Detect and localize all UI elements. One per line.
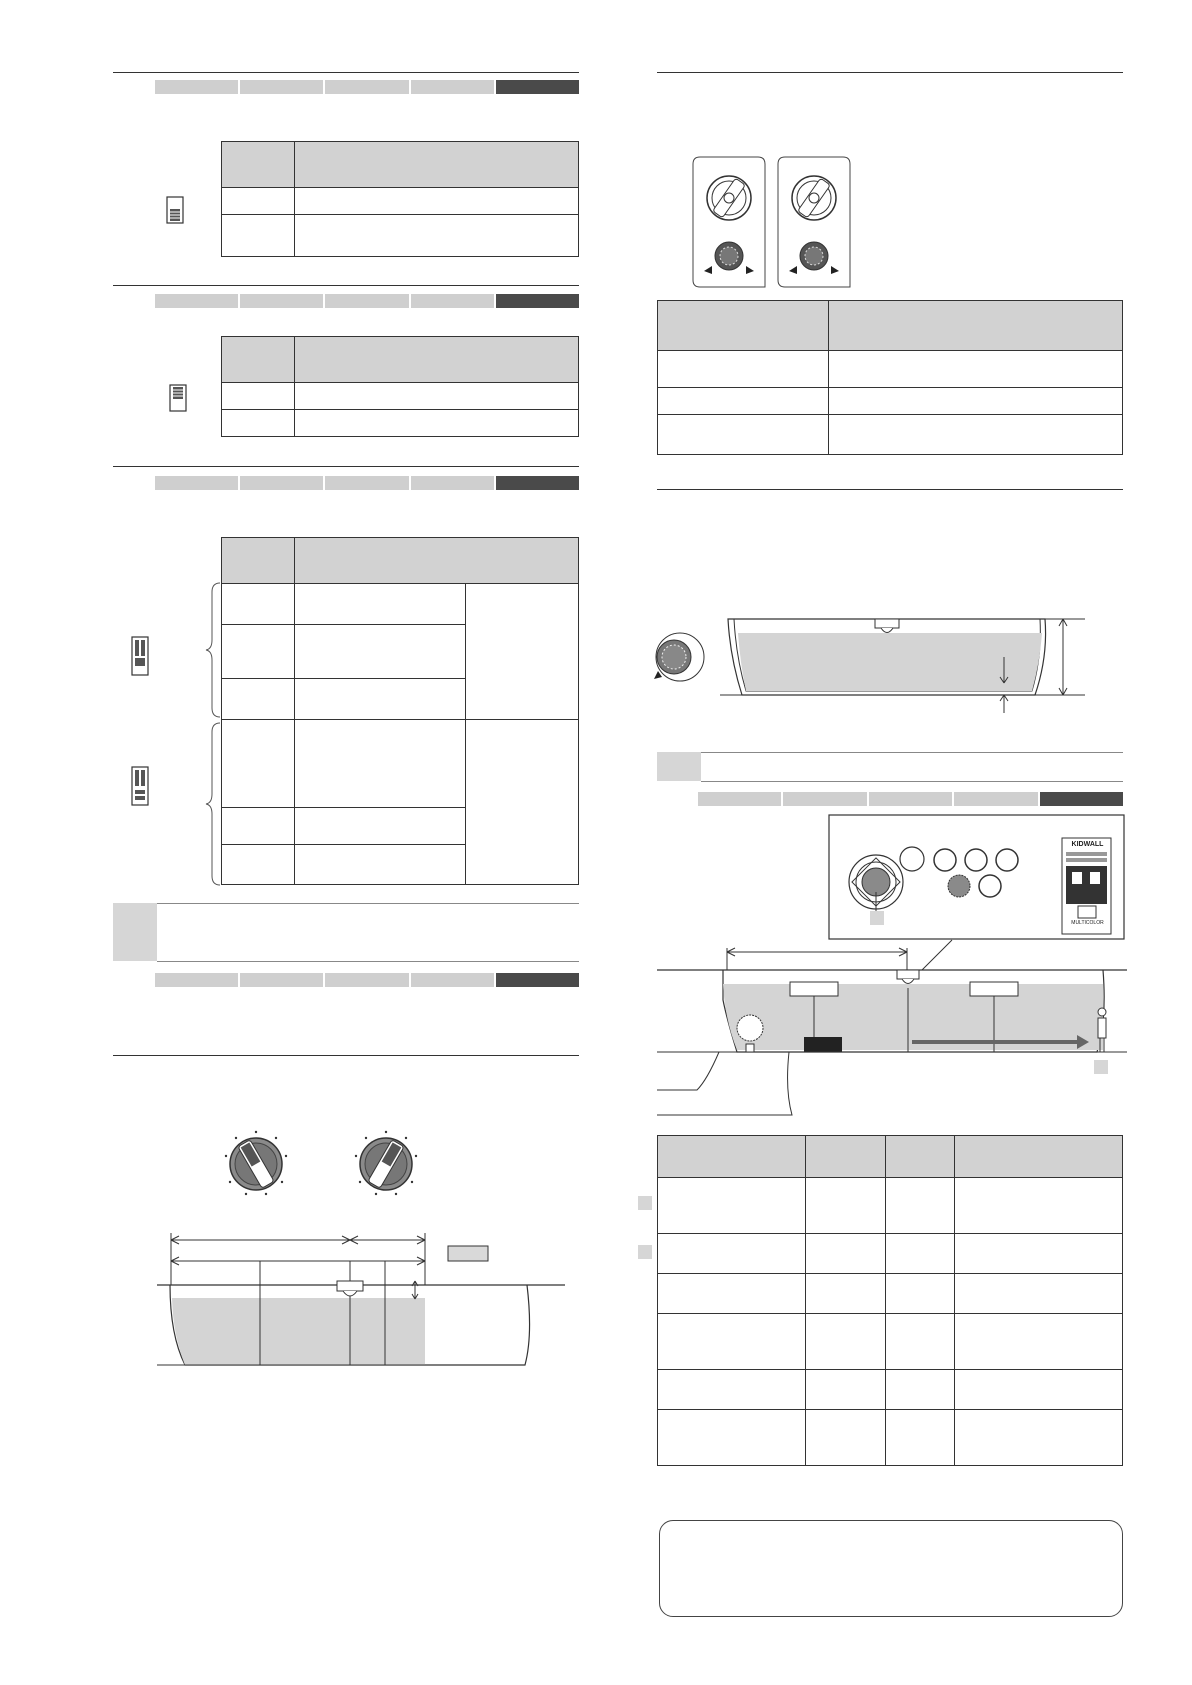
right-section-marker: [657, 752, 701, 781]
section-4-top-rule: [157, 903, 579, 904]
switch-icon-4: [131, 766, 149, 806]
section-4-marker: [113, 903, 157, 961]
section-3-rule: [113, 466, 579, 467]
note-box: [659, 1520, 1123, 1617]
section-4-level-bar: [155, 973, 579, 987]
right-section-2-rule: [657, 489, 1123, 490]
coverage-profile-diagram: [650, 617, 1090, 717]
section-4-bottom-rule: [157, 961, 579, 962]
right-section-level-bar: [698, 792, 1123, 806]
section-1-table: [221, 141, 579, 257]
section-3-brace-a: [206, 582, 222, 718]
right-section-top-rule: [701, 752, 1123, 753]
section-1-level-bar: [155, 80, 579, 94]
section-2-level-bar: [155, 294, 579, 308]
detection-area-diagram-left: [155, 1225, 585, 1375]
product-card-caption: MULTICOLOR: [1071, 920, 1104, 926]
room-installation-diagram: [657, 940, 1137, 1110]
product-card-brand: KIDWALL: [1071, 841, 1104, 848]
rotary-dial-icon-1: [222, 1130, 290, 1198]
switch-icon-3: [131, 636, 149, 676]
right-section-1-rule: [657, 72, 1123, 73]
section-3-table: [221, 537, 579, 885]
right-table-1: [657, 300, 1123, 455]
switch-icon-1: [166, 196, 184, 224]
switch-icon-2: [169, 384, 187, 412]
row-marker-a: [638, 1196, 652, 1210]
section-2-table: [221, 336, 579, 437]
dial-panel-1: [692, 156, 766, 288]
section-3-brace-b: [206, 722, 222, 886]
section-5-rule: [113, 1055, 579, 1056]
section-1-rule: [113, 72, 579, 73]
section-3-level-bar: [155, 476, 579, 490]
right-table-2: [657, 1135, 1123, 1466]
rotary-dial-icon-2: [352, 1130, 420, 1198]
section-2-rule: [113, 285, 579, 286]
right-section-bottom-rule: [701, 781, 1123, 782]
row-marker-b: [638, 1245, 652, 1259]
dial-panel-2: [777, 156, 851, 288]
